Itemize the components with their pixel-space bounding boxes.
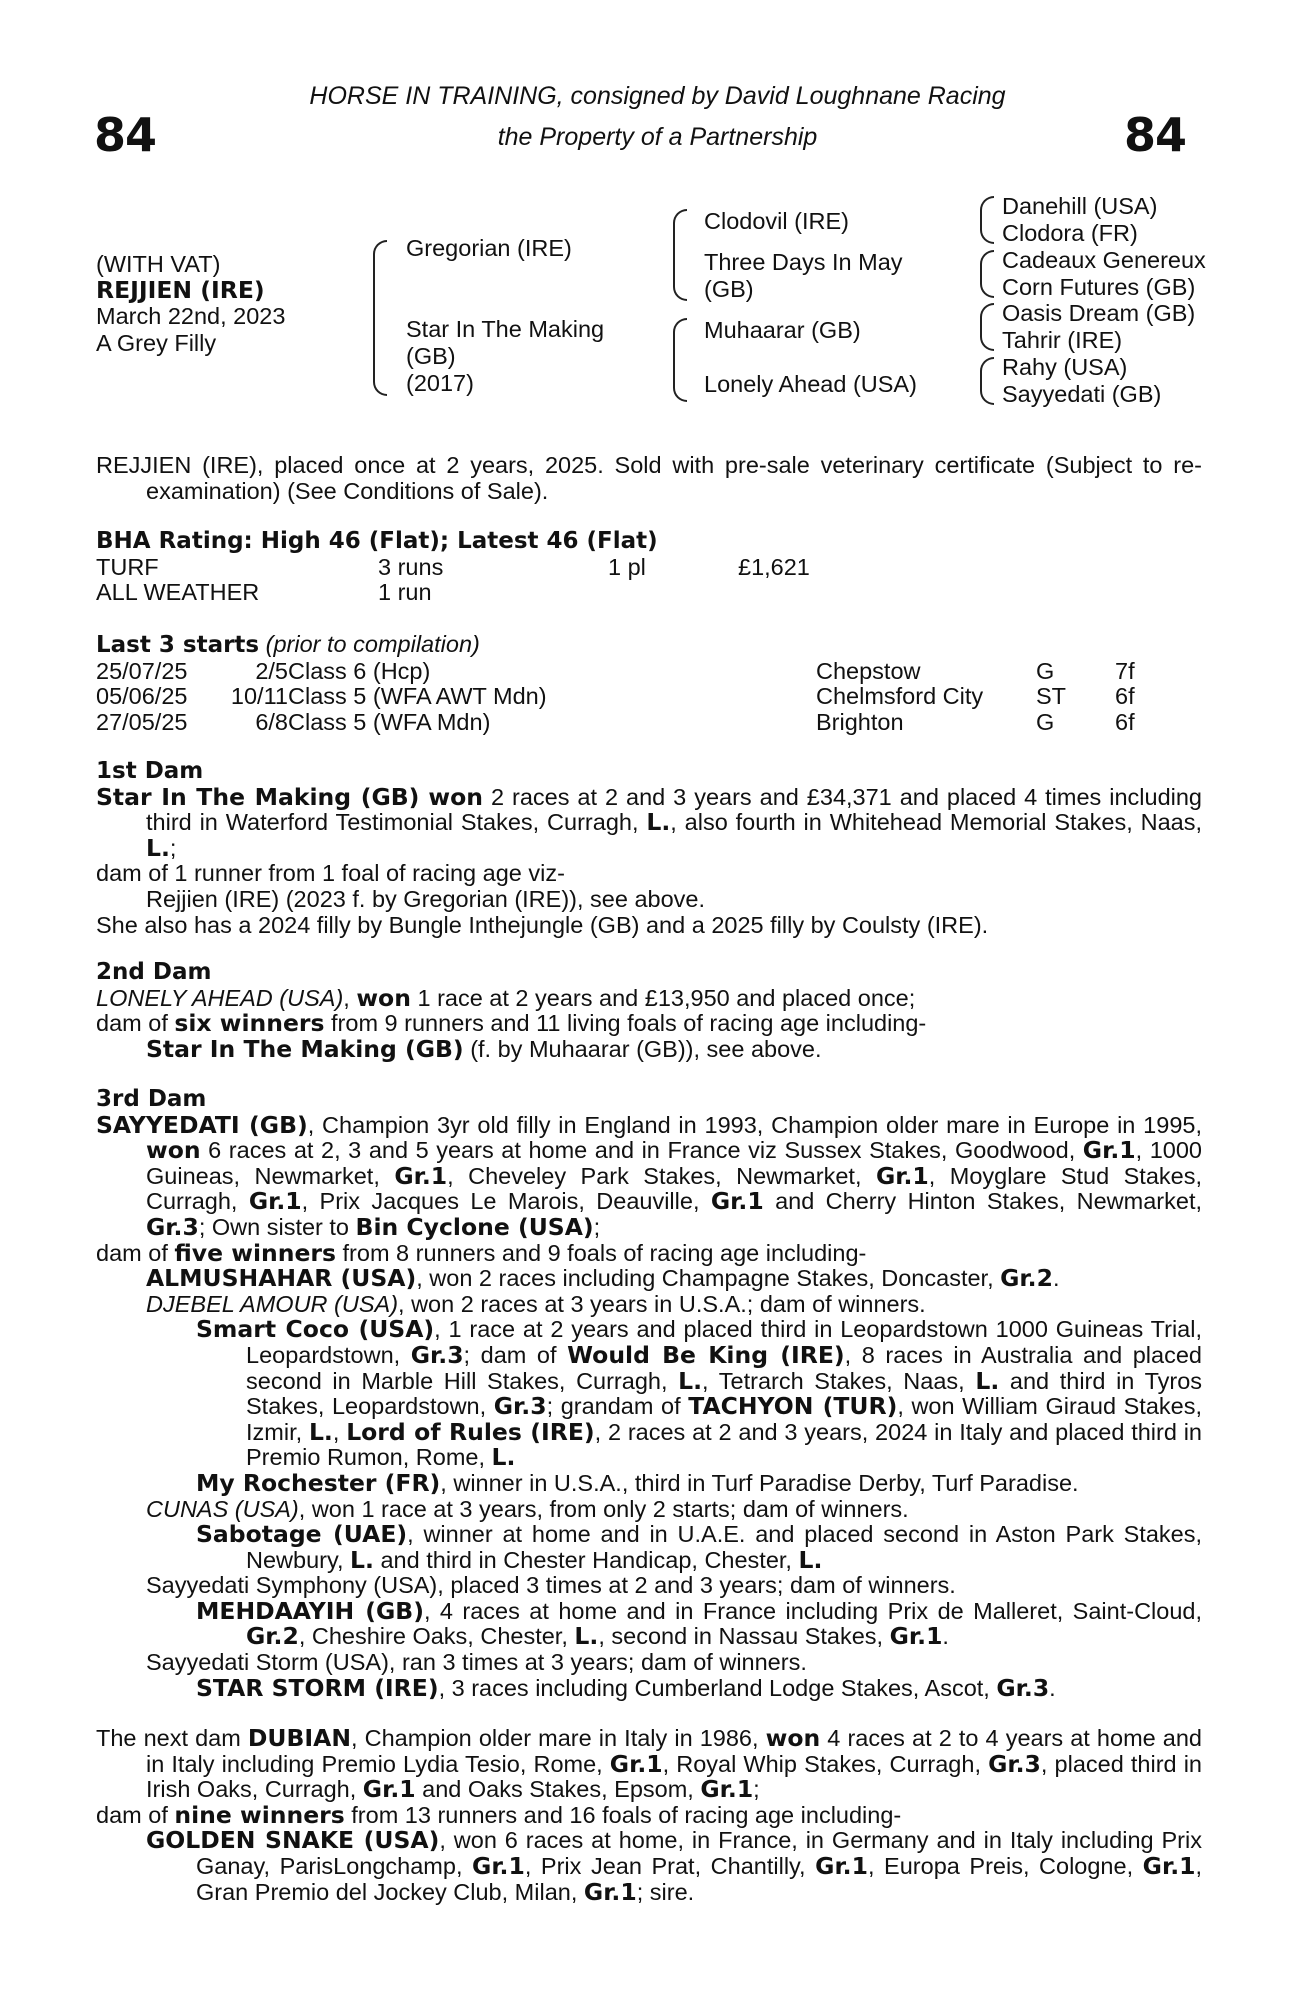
grade-label: Gr.1 xyxy=(815,1851,868,1880)
g3-ssd: Clodora (FR) xyxy=(1002,220,1138,246)
start-distance: 6f xyxy=(1115,683,1135,710)
rating-row xyxy=(96,555,1202,581)
rating-prize: £1,621 xyxy=(738,553,810,580)
grade-label: Gr.1 xyxy=(394,1161,448,1190)
start-row xyxy=(96,659,1202,685)
start-position: 6/8 xyxy=(255,708,288,735)
text: 1 race at 2 years and £13,950 and placed once; xyxy=(410,984,916,1011)
dam-name: SAYYEDATI (GB) xyxy=(96,1110,308,1139)
listed-label: L. xyxy=(350,1545,374,1574)
text: 6 races at 2, 3 and 5 years at home and in France viz Sussex Stakes, Goodwood, xyxy=(200,1137,1083,1164)
text: , 2 races at 2 and 3 years, 2024 in Italy and placed third in Premio Rumon, Rome, xyxy=(246,1418,1203,1471)
vat-note: (WITH VAT) xyxy=(96,251,221,277)
start-date: 05/06/25 xyxy=(96,683,188,710)
text: . xyxy=(1052,1265,1060,1292)
rating-placed: 1 pl xyxy=(608,553,646,580)
text: ; xyxy=(753,1776,760,1803)
text: , winner at home and in U.A.E. and placed second in Aston Park Stakes, Newbury, xyxy=(246,1521,1203,1573)
grade-label: Gr.1 xyxy=(472,1851,525,1880)
listed-label: L. xyxy=(491,1443,516,1472)
text: from 9 runners and 11 living foals of racing age including- xyxy=(324,1010,927,1037)
listed-label: L. xyxy=(678,1366,703,1395)
horse-description: A Grey Filly xyxy=(96,330,217,356)
text: . xyxy=(1049,1674,1056,1701)
grade-label: Gr.1 xyxy=(1142,1851,1196,1880)
second-dam-title: 2nd Dam xyxy=(96,959,212,985)
rating-surface: ALL WEATHER xyxy=(96,579,260,606)
second-dam-record xyxy=(96,983,1202,1012)
produce-sayyedati-symphony: Sayyedati Symphony (USA), placed 3 times at 2 and 3 years; dam of winners. xyxy=(146,1572,956,1599)
start-position: 10/11 xyxy=(230,683,288,710)
text: . xyxy=(942,1623,949,1650)
text: , winner in U.S.A., third in Turf Paradise Derby, Turf Paradise. xyxy=(440,1469,1079,1496)
brace-sire-parents xyxy=(673,209,687,301)
text: , Champion 3yr old filly in England in 1993, Champion older mare in Europe in 1995, xyxy=(307,1111,1202,1138)
g3-dds: Rahy (USA) xyxy=(1002,354,1128,380)
text: , 8 races in Australia and placed second in Marble Hill Stakes, Curragh, xyxy=(246,1341,1202,1394)
text: dam of xyxy=(96,1010,175,1037)
foal-name: GOLDEN SNAKE (USA) xyxy=(146,1826,440,1855)
foal-name: MEHDAAYIH (GB) xyxy=(196,1596,424,1625)
text: , Royal Whip Stakes, Curragh, xyxy=(662,1750,989,1777)
sire-dam-line-2: (GB) xyxy=(704,276,754,302)
produce-mehdaayih xyxy=(96,1596,1203,1651)
text: , Cheveley Park Stakes, Newmarket, xyxy=(447,1162,876,1189)
foal-name: Would Be King (IRE) xyxy=(567,1340,845,1369)
property-line: the Property of a Partnership xyxy=(497,123,818,151)
winners-count: six winners xyxy=(174,1009,325,1038)
text: , Tetrarch Stakes, Naas, xyxy=(702,1367,976,1394)
grade-label: Gr.1 xyxy=(1082,1136,1136,1165)
rating-runs: 3 runs xyxy=(378,553,444,580)
lot-number-left: 84 xyxy=(94,108,157,162)
sister-name: Bin Cyclone (USA) xyxy=(355,1212,594,1241)
text: , won William Giraud Stakes, Izmir, xyxy=(246,1393,1202,1445)
produce-cunas xyxy=(96,1497,1202,1523)
rating-surface: TURF xyxy=(96,553,159,580)
foal-name: Star In The Making (GB) xyxy=(146,1034,464,1063)
text: , 1000 Guineas, Newmarket, xyxy=(146,1137,1202,1189)
dam-line-2: (GB) xyxy=(406,343,456,369)
winners-count: nine winners xyxy=(174,1800,345,1829)
brace-g3-3 xyxy=(980,303,994,351)
text: , also fourth in Whitehead Memorial Stakes, Naas, xyxy=(670,809,1202,836)
foal-name: Sabotage (UAE) xyxy=(196,1520,408,1549)
start-row xyxy=(96,684,1202,710)
foaled-date: March 22nd, 2023 xyxy=(96,303,286,329)
brace-g3-4 xyxy=(980,357,994,405)
brace-g3-2 xyxy=(980,250,994,298)
text: , won 6 races at home, in France, in Germany and in Italy including Prix Ganay, ParisLongchamp, xyxy=(196,1827,1202,1879)
next-dam-produce xyxy=(96,1800,1202,1829)
start-course: Brighton xyxy=(816,708,904,735)
foal-name: Lord of Rules (IRE) xyxy=(346,1417,595,1446)
text: from 13 runners and 16 foals of racing age including- xyxy=(344,1801,902,1828)
grade-label: Gr.3 xyxy=(146,1212,199,1241)
text: ; Own sister to xyxy=(198,1213,356,1240)
starts-title: Last 3 starts xyxy=(96,632,260,658)
text: , won 2 races at 3 years in U.S.A.; dam of winners. xyxy=(398,1290,926,1317)
first-dam-record xyxy=(96,782,1202,862)
start-date: 27/05/25 xyxy=(96,708,188,735)
text: from 8 runners and 9 foals of racing age including- xyxy=(335,1239,867,1266)
produce-djebel-amour xyxy=(96,1292,1202,1318)
text: , won 2 races including Champagne Stakes, Doncaster, xyxy=(416,1265,1001,1292)
grade-label: Gr.1 xyxy=(889,1622,943,1651)
text: 4 races at 2 to 4 years at home and in Italy including Premio Lydia Tesio, Rome, xyxy=(146,1725,1203,1777)
rating-section xyxy=(96,529,1202,606)
next-dam-record xyxy=(96,1726,1202,1803)
sire-dam-line-1: Three Days In May xyxy=(704,249,903,275)
dam-name: DUBIAN xyxy=(247,1724,351,1752)
grade-label: Gr.3 xyxy=(493,1392,547,1421)
start-going: ST xyxy=(1036,683,1067,710)
listed-label: L. xyxy=(646,808,671,837)
text: dam of xyxy=(96,1801,175,1828)
text: and Cherry Hinton Stakes, Newmarket, xyxy=(763,1188,1203,1215)
first-dam-produce: dam of 1 runner from 1 foal of racing age viz- xyxy=(96,860,565,887)
g3-dss: Oasis Dream (GB) xyxy=(1002,300,1196,326)
winners-count: five winners xyxy=(174,1238,336,1267)
grade-label: Gr.3 xyxy=(996,1673,1050,1702)
text: and Oaks Stakes, Epsom, xyxy=(415,1776,701,1803)
listed-label: L. xyxy=(146,833,170,862)
rating-row xyxy=(96,580,1202,606)
third-dam-record xyxy=(96,1110,1203,1241)
foal-name: Smart Coco (USA) xyxy=(196,1315,435,1344)
dam-dam: Lonely Ahead (USA) xyxy=(704,371,917,397)
text: ; dam of xyxy=(463,1341,568,1368)
grade-label: Gr.3 xyxy=(988,1749,1041,1778)
won-label: won xyxy=(765,1724,821,1752)
dam-name: LONELY AHEAD (USA) xyxy=(96,984,344,1011)
g3-sdd: Corn Futures (GB) xyxy=(1002,274,1196,300)
first-dam-foal: Rejjien (IRE) (2023 f. by Gregorian (IRE)), see above. xyxy=(146,885,706,912)
text: and third in Chester Handicap, Chester, xyxy=(373,1546,799,1573)
won-label: won xyxy=(428,782,483,811)
text: ; grandam of xyxy=(546,1393,689,1420)
foal-name: My Rochester (FR) xyxy=(196,1468,441,1497)
text: (f. by Muhaarar (GB)), see above. xyxy=(463,1035,822,1062)
grade-label: Gr.1 xyxy=(710,1187,764,1216)
start-date: 25/07/25 xyxy=(96,657,188,684)
text: , second in Nassau Stakes, xyxy=(598,1623,890,1650)
dam-line-1: Star In The Making xyxy=(406,316,605,342)
third-dam-produce xyxy=(96,1238,1202,1267)
brace-g3-1 xyxy=(980,196,994,244)
produce-golden-snake xyxy=(96,1828,1202,1905)
listed-label: L. xyxy=(798,1545,823,1574)
rating-runs: 1 run xyxy=(378,579,432,606)
first-dam-younger: She also has a 2024 filly by Bungle Inthejungle (GB) and a 2025 filly by Coulsty (IRE). xyxy=(96,911,989,938)
text: and third in Tyros Stakes, Leopardstown, xyxy=(246,1367,1203,1420)
third-dam-section xyxy=(96,1087,1202,1701)
start-course: Chelmsford City xyxy=(816,683,984,710)
text: , xyxy=(332,1418,347,1445)
first-dam-title: 1st Dam xyxy=(96,758,204,784)
text: , xyxy=(343,984,357,1011)
grade-label: Gr.1 xyxy=(609,1749,663,1778)
text: , Cheshire Oaks, Chester, xyxy=(298,1623,575,1650)
last-starts-section xyxy=(96,632,1202,735)
text: , 4 races at home and in France including Prix de Malleret, Saint-Cloud, xyxy=(423,1597,1203,1624)
second-dam-produce xyxy=(96,1011,1202,1037)
brace-dam-parents xyxy=(673,318,687,402)
start-going: G xyxy=(1036,657,1055,684)
horse-name: REJJIEN (IRE) xyxy=(96,276,265,304)
start-distance: 6f xyxy=(1115,708,1135,735)
start-course: Chepstow xyxy=(816,657,921,684)
text: , Moyglare Stud Stakes, Curragh, xyxy=(146,1162,1203,1215)
start-row xyxy=(96,710,1202,736)
grade-label: Gr.2 xyxy=(246,1622,299,1651)
brace-sire-dam xyxy=(373,240,387,396)
sire: Gregorian (IRE) xyxy=(406,235,572,261)
dam-line-3: (2017) xyxy=(406,370,474,396)
start-distance: 7f xyxy=(1115,657,1135,684)
g3-ddd: Sayyedati (GB) xyxy=(1002,381,1162,407)
produce-sabotage xyxy=(96,1522,1202,1573)
grade-label: Gr.3 xyxy=(410,1340,464,1369)
listed-label: L. xyxy=(975,1366,1000,1395)
text: , Europa Preis, Cologne, xyxy=(867,1852,1143,1879)
second-dam-section xyxy=(96,960,1202,1062)
consignor-line: HORSE IN TRAINING, consigned by David Loughnane Racing xyxy=(309,82,1006,110)
start-position: 2/5 xyxy=(255,657,288,684)
start-race: Class 6 (Hcp) xyxy=(288,657,431,684)
text: dam of xyxy=(96,1239,175,1266)
won-label: won xyxy=(146,1136,201,1165)
foal-name: CUNAS (USA) xyxy=(146,1495,299,1522)
text: 2 races at 2 and 3 years and £34,371 and placed 4 times including third in Waterford Testimonial Stakes, Curragh, xyxy=(146,783,1202,836)
produce-smart-coco xyxy=(96,1317,1202,1471)
text: , Champion older mare in Italy in 1986, xyxy=(351,1725,766,1751)
rating-title: BHA Rating: High 46 (Flat); Latest 46 (Flat) xyxy=(96,528,658,554)
summary-text: REJJIEN (IRE), placed once at 2 years, 2025. Sold with pre-sale veterinary certificate (Subject to re-examination) (See Conditions of Sale). xyxy=(96,452,1202,504)
g3-sds: Cadeaux Genereux xyxy=(1002,247,1206,273)
produce-star-storm xyxy=(96,1673,1202,1702)
produce-sayyedati-storm: Sayyedati Storm (USA), ran 3 times at 3 years; dam of winners. xyxy=(146,1649,807,1676)
listed-label: L. xyxy=(308,1417,333,1446)
listed-label: L. xyxy=(574,1622,599,1651)
dam-name: Star In The Making (GB) xyxy=(96,782,420,811)
foal-name: ALMUSHAHAR (USA) xyxy=(146,1264,417,1293)
summary xyxy=(96,453,1202,504)
first-dam-section xyxy=(96,759,1202,938)
foal-name: STAR STORM (IRE) xyxy=(196,1673,439,1702)
text: , Gran Premio del Jockey Club, Milan, xyxy=(196,1852,1203,1905)
start-going: G xyxy=(1036,708,1055,735)
produce-my-rochester xyxy=(96,1468,1202,1497)
foal-name: DJEBEL AMOUR (USA) xyxy=(146,1290,399,1317)
third-dam-title: 3rd Dam xyxy=(96,1086,207,1112)
produce-almushahar xyxy=(96,1266,1202,1292)
start-race: Class 5 (WFA AWT Mdn) xyxy=(288,683,547,710)
text: , placed third in Irish Oaks, Curragh, xyxy=(146,1750,1202,1803)
won-label: won xyxy=(356,983,411,1012)
grade-label: Gr.1 xyxy=(248,1187,302,1216)
foal-name: TACHYON (TUR) xyxy=(688,1392,898,1421)
text: , won 1 race at 3 years, from only 2 starts; dam of winners. xyxy=(298,1495,909,1522)
sire-sire: Clodovil (IRE) xyxy=(704,208,849,234)
text: ; xyxy=(593,1213,601,1240)
lot-number-right: 84 xyxy=(1124,108,1187,162)
next-dam-section xyxy=(96,1726,1202,1905)
starts-note: (prior to compilation) xyxy=(265,631,480,657)
text: ; xyxy=(169,834,177,861)
text: The next dam xyxy=(96,1725,248,1751)
g3-sss: Danehill (USA) xyxy=(1002,193,1158,219)
dam-sire: Muhaarar (GB) xyxy=(704,317,861,343)
text: , 3 races including Cumberland Lodge Stakes, Ascot, xyxy=(438,1674,997,1701)
grade-label: Gr.1 xyxy=(875,1161,929,1190)
text: , Prix Jacques Le Marois, Deauville, xyxy=(301,1188,711,1215)
grade-label: Gr.1 xyxy=(362,1775,416,1804)
text: ; sire. xyxy=(636,1878,695,1905)
second-dam-foal xyxy=(96,1034,1202,1063)
grade-label: Gr.1 xyxy=(583,1877,637,1906)
start-race: Class 5 (WFA Mdn) xyxy=(288,708,491,735)
grade-label: Gr.2 xyxy=(1000,1264,1053,1293)
grade-label: Gr.1 xyxy=(700,1775,754,1804)
g3-dsd: Tahrir (IRE) xyxy=(1002,327,1123,353)
text: , 1 race at 2 years and placed third in Leopardstown 1000 Guineas Trial, Leopardstown, xyxy=(246,1316,1202,1368)
text: , Prix Jean Prat, Chantilly, xyxy=(524,1852,816,1879)
